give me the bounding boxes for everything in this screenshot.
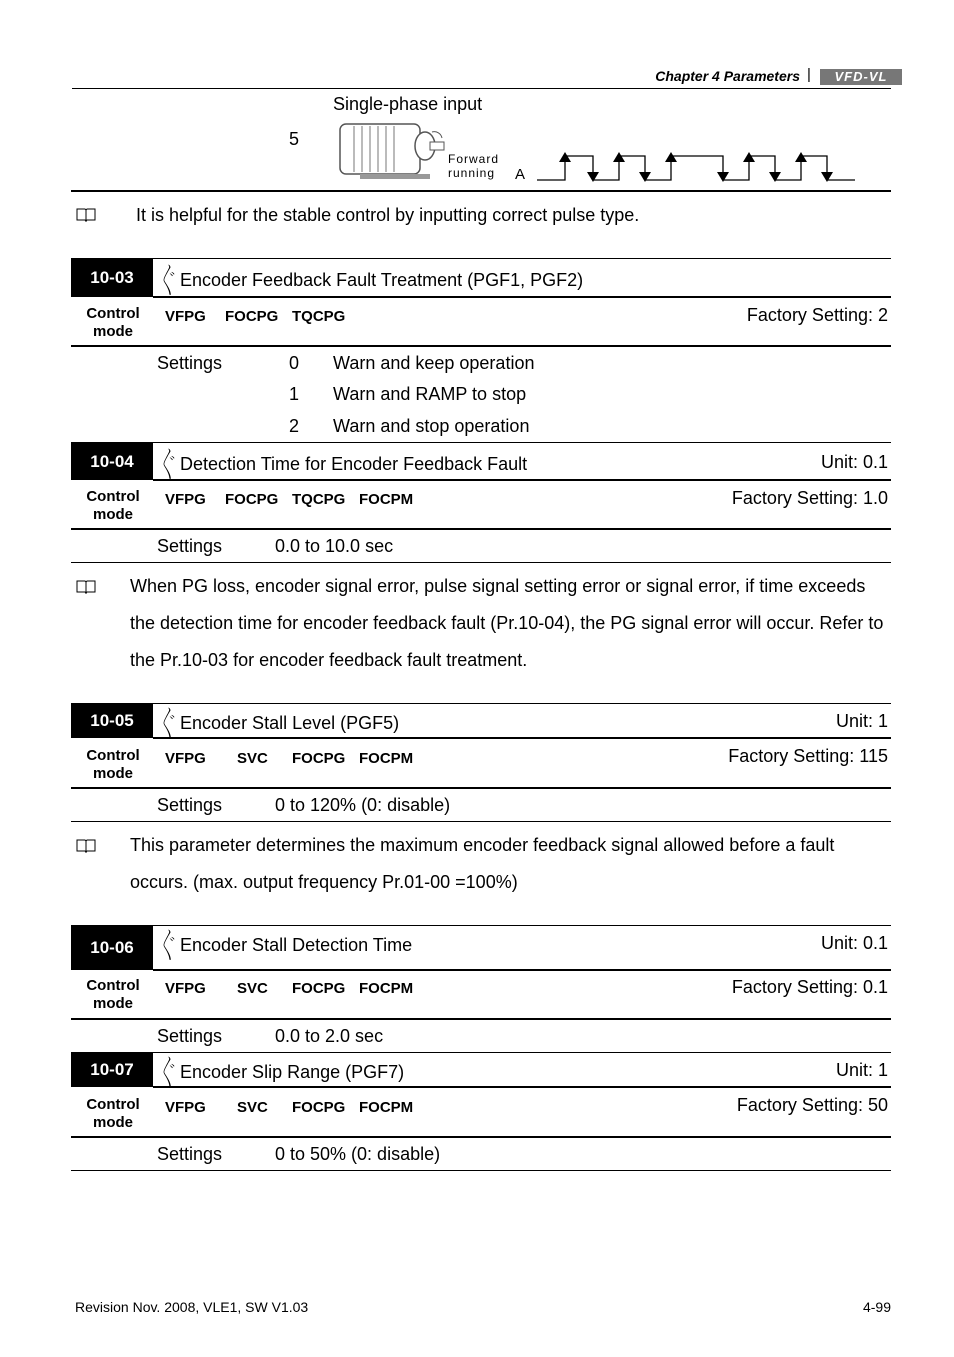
rule xyxy=(71,562,891,563)
mode-focpm: FOCPM xyxy=(359,750,414,767)
control-mode-label: Control mode xyxy=(86,747,140,782)
mode-vfpg: VFPG xyxy=(165,491,206,508)
rule xyxy=(153,1086,891,1088)
rule xyxy=(71,1170,891,1171)
rule xyxy=(71,787,891,789)
mode-focpg: FOCPG xyxy=(292,1099,346,1116)
settings-label: Settings xyxy=(157,1026,223,1046)
pen-icon: 〲 xyxy=(160,273,177,290)
factory-setting-10-07: Factory Setting: 50 xyxy=(736,1095,888,1115)
pen-icon: 〲 xyxy=(160,457,177,474)
book-icon xyxy=(76,579,96,594)
pulse-table-bottom-rule xyxy=(71,190,891,192)
factory-setting-10-03: Factory Setting: 2 xyxy=(746,305,888,325)
mode-vfpg: VFPG xyxy=(165,1099,206,1116)
setting-desc: Warn and RAMP to stop xyxy=(333,384,527,404)
footer-page-number: 4-99 xyxy=(862,1299,891,1315)
rule xyxy=(71,345,891,347)
setting-desc: Warn and keep operation xyxy=(333,353,535,373)
settings-label: Settings xyxy=(157,353,223,373)
rule xyxy=(71,703,891,704)
param-id-10-03: 10-03 xyxy=(71,259,153,297)
pen-icon: 〲 xyxy=(160,938,177,955)
control-mode-label: Control mode xyxy=(86,305,140,340)
mode-focpg: FOCPG xyxy=(292,750,346,767)
note-10-04: When PG loss, encoder signal error, pulse signal setting error or signal error, if time exceeds the detection time for encoder feedback fault (Pr.10-04), the PG signal error will occur. Refer to the Pr.10-03 for encoder feedback fault treatment. xyxy=(130,576,884,670)
control-mode-label: Control mode xyxy=(86,1096,140,1131)
param-id-10-04: 10-04 xyxy=(71,443,153,480)
param-unit-10-05: Unit: 1 xyxy=(835,711,888,731)
param-id-10-06: 10-06 xyxy=(71,926,153,970)
param-unit-10-06: Unit: 0.1 xyxy=(820,933,888,953)
pen-icon: 〲 xyxy=(160,716,177,733)
control-mode-label: Control mode xyxy=(86,488,140,523)
mode-tqcpg: TQCPG xyxy=(292,491,346,508)
control-mode-label: Control mode xyxy=(86,977,140,1012)
param-unit-10-07: Unit: 1 xyxy=(835,1060,888,1080)
mode-tqcpg: TQCPG xyxy=(292,308,346,325)
rule xyxy=(71,821,891,822)
setting-value: 0 xyxy=(289,353,300,373)
param-title-10-07: 〲 Encoder Slip Range (PGF7) xyxy=(160,1062,405,1082)
settings-label: Settings xyxy=(157,536,223,556)
settings-range-10-05: 0 to 120% (0: disable) xyxy=(275,795,451,815)
rule xyxy=(153,969,891,971)
factory-setting-10-04: Factory Setting: 1.0 xyxy=(731,488,888,508)
setting-value: 1 xyxy=(289,384,300,404)
signal-label: A xyxy=(515,166,526,183)
rule xyxy=(71,925,891,926)
footer-revision: Revision Nov. 2008, VLE1, SW V1.03 xyxy=(75,1299,309,1315)
note-10-05: This parameter determines the maximum encoder feedback signal allowed before a fault occurs. (max. output frequency Pr.01-00 =100%) xyxy=(130,835,835,892)
settings-range-10-07: 0 to 50% (0: disable) xyxy=(275,1144,441,1164)
param-title-10-03: 〲 Encoder Feedback Fault Treatment (PGF1, PGF2) xyxy=(160,270,584,290)
rule xyxy=(153,296,891,298)
mode-vfpg: VFPG xyxy=(165,308,206,325)
note-pulse-type: It is helpful for the stable control by inputting correct pulse type. xyxy=(136,205,640,225)
rule xyxy=(71,258,891,259)
rule xyxy=(153,737,891,739)
motor-icon xyxy=(330,118,448,182)
pulse-row-title: Single-phase input xyxy=(333,94,483,114)
mode-focpg: FOCPG xyxy=(225,308,279,325)
pulse-waveform xyxy=(537,150,862,184)
header-separator: | xyxy=(807,66,811,83)
settings-label: Settings xyxy=(157,1144,223,1164)
mode-svc: SVC xyxy=(237,1099,268,1116)
param-unit-10-04: Unit: 0.1 xyxy=(820,452,888,472)
param-title-10-04: 〲 Detection Time for Encoder Feedback Fault xyxy=(160,454,528,474)
mode-focpg: FOCPG xyxy=(292,980,346,997)
book-icon xyxy=(76,207,96,222)
mode-svc: SVC xyxy=(237,980,268,997)
param-title-10-05: 〲 Encoder Stall Level (PGF5) xyxy=(160,713,400,733)
factory-setting-10-05: Factory Setting: 115 xyxy=(728,746,888,766)
rule xyxy=(71,1052,891,1053)
pulse-row-number: 5 xyxy=(289,129,300,149)
mode-focpm: FOCPM xyxy=(359,491,414,508)
motor-label: Forward running xyxy=(448,152,500,180)
settings-range-10-04: 0.0 to 10.0 sec xyxy=(275,536,394,556)
mode-focpm: FOCPM xyxy=(359,1099,414,1116)
book-icon xyxy=(76,838,96,853)
param-id-10-07: 10-07 xyxy=(71,1053,153,1087)
factory-setting-10-06: Factory Setting: 0.1 xyxy=(731,977,888,997)
header-rule xyxy=(72,88,891,89)
mode-vfpg: VFPG xyxy=(165,750,206,767)
param-id-10-05: 10-05 xyxy=(71,704,153,738)
mode-svc: SVC xyxy=(237,750,268,767)
rule xyxy=(71,1136,891,1138)
rule xyxy=(153,479,891,481)
mode-vfpg: VFPG xyxy=(165,980,206,997)
mode-focpm: FOCPM xyxy=(359,980,414,997)
setting-value: 2 xyxy=(289,416,300,436)
setting-desc: Warn and stop operation xyxy=(333,416,530,436)
settings-label: Settings xyxy=(157,795,223,815)
chapter-title: Chapter 4 Parameters xyxy=(655,68,800,84)
mode-focpg: FOCPG xyxy=(225,491,279,508)
brand-logo: VFD-VL xyxy=(820,69,902,85)
pen-icon: 〲 xyxy=(160,1065,177,1082)
settings-range-10-06: 0.0 to 2.0 sec xyxy=(275,1026,384,1046)
rule xyxy=(71,528,891,530)
rule xyxy=(71,1018,891,1020)
rule xyxy=(71,442,891,443)
param-title-10-06: 〲 Encoder Stall Detection Time xyxy=(160,935,413,955)
